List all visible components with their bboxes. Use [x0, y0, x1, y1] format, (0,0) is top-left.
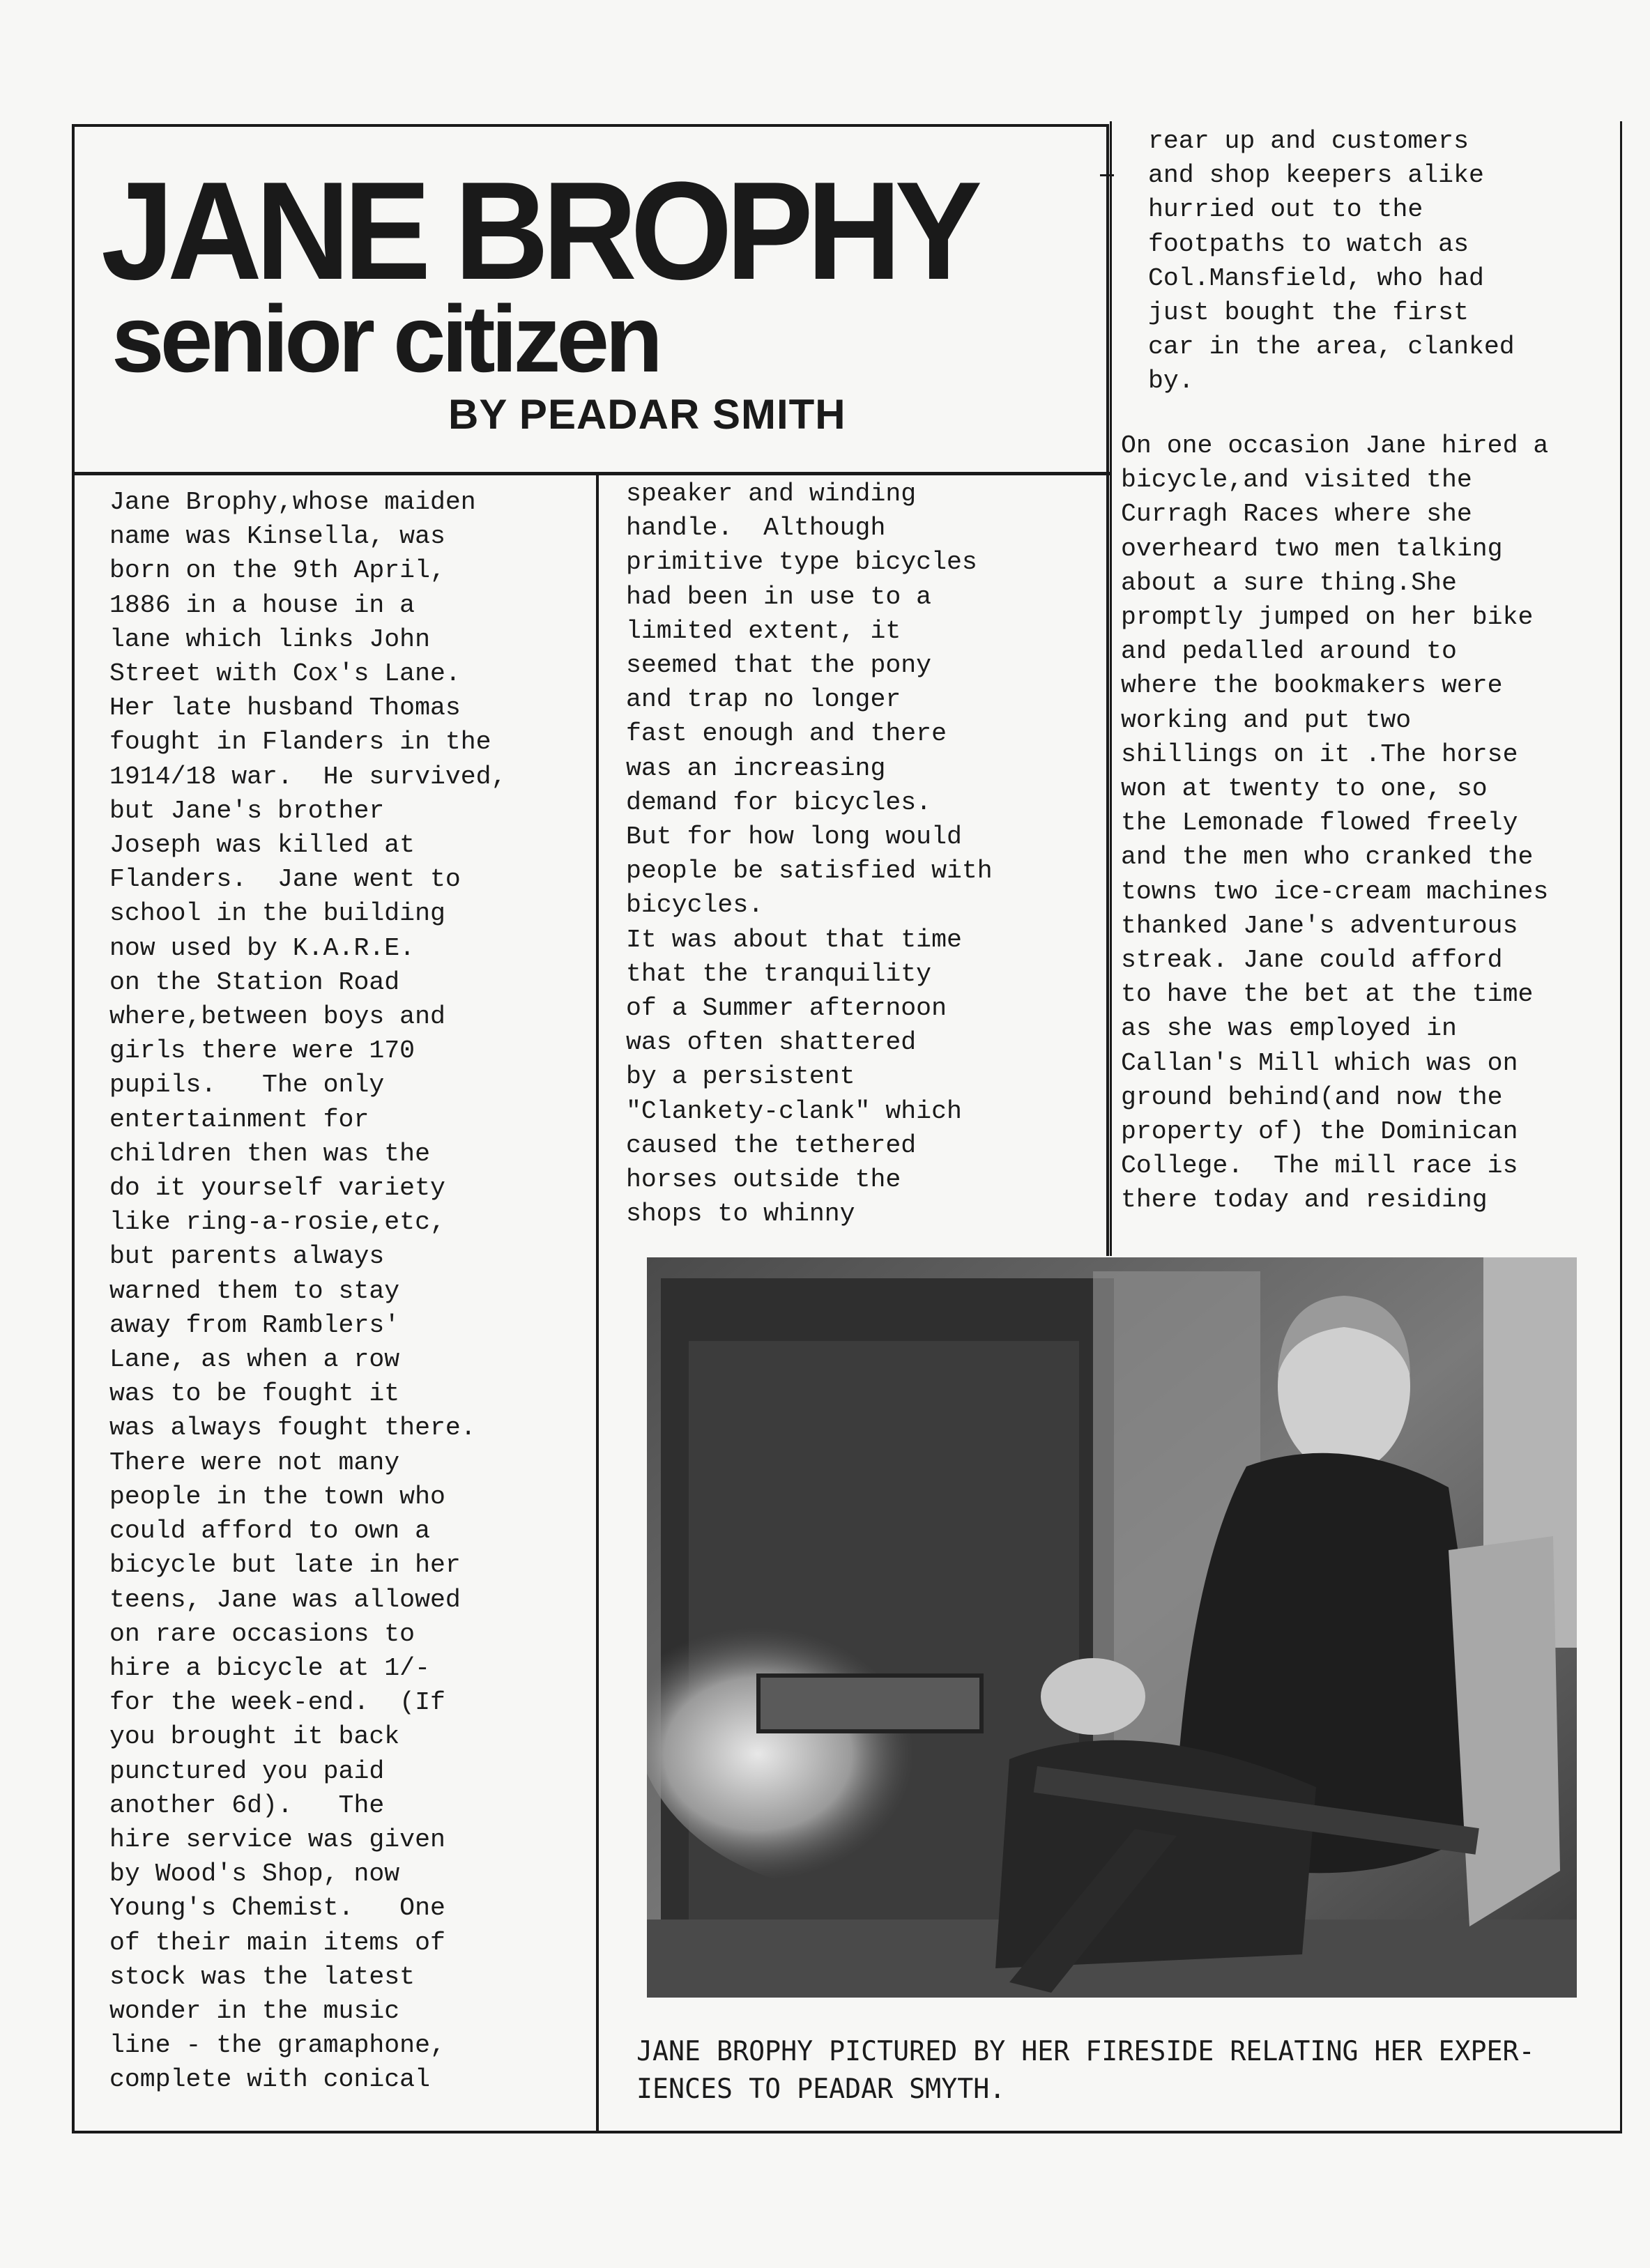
article-column-2: [626, 477, 993, 1231]
frame-bottom-rule: [72, 2131, 1622, 2133]
text-line: footpaths to watch as: [1148, 229, 1469, 259]
text-line: hurried out to the: [1148, 195, 1423, 224]
text-line: where the bookmakers were: [1121, 671, 1503, 700]
text-line: IENCES TO PEADAR SMYTH.: [636, 2074, 1006, 2105]
text-line: demand for bicycles.: [626, 788, 932, 817]
text-line: ground behind(and now the: [1121, 1082, 1503, 1112]
title-box-right-rule: [1106, 124, 1109, 1256]
text-line: handle. Although: [626, 514, 886, 543]
text-line: girls there were 170: [109, 1036, 415, 1066]
headline-title: JANE BROPHY: [101, 153, 976, 309]
text-line: But for how long would: [626, 822, 962, 852]
text-line: Street with Cox's Lane.: [109, 659, 461, 689]
text-line: limited extent, it: [626, 616, 901, 645]
text-line: of a Summer afternoon: [626, 994, 947, 1023]
text-line: now used by K.A.R.E.: [109, 933, 415, 963]
text-line: shillings on it .The horse: [1121, 740, 1518, 769]
text-line: do it yourself variety: [109, 1174, 445, 1203]
text-line: warned them to stay: [109, 1276, 400, 1305]
text-line: for the week-end. (If: [109, 1688, 445, 1717]
text-line: bicycle but late in her: [109, 1551, 461, 1580]
article-column-3-top: [1148, 124, 1515, 399]
text-line: JANE BROPHY PICTURED BY HER FIRESIDE RELATING HER EXPER-: [636, 2036, 1535, 2067]
article-column-1: [109, 485, 507, 2097]
text-line: promptly jumped on her bike: [1121, 603, 1534, 632]
byline: BY PEADAR SMITH: [448, 391, 846, 438]
text-line: by.: [1148, 367, 1194, 396]
text-line: wonder in the music: [109, 1996, 400, 2025]
text-line: Young's Chemist. One: [109, 1894, 445, 1923]
text-line: was to be fought it: [109, 1379, 400, 1409]
text-line: caused the tethered: [626, 1131, 917, 1160]
text-line: of their main items of: [109, 1928, 445, 1957]
text-line: It was about that time: [626, 925, 962, 954]
text-line: complete with conical: [109, 2065, 430, 2094]
woman-hands: [1041, 1658, 1145, 1735]
text-line: Lane, as when a row: [109, 1345, 400, 1374]
frame-left-rule: [72, 124, 75, 2133]
text-line: you brought it back: [109, 1722, 400, 1752]
text-line: Callan's Mill which was on: [1121, 1048, 1518, 1078]
text-line: on the Station Road: [109, 967, 400, 997]
text-line: another 6d). The: [109, 1791, 385, 1820]
text-line: Her late husband Thomas: [109, 694, 461, 723]
text-line: "Clankety-clank" which: [626, 1096, 962, 1126]
text-line: stock was the latest: [109, 1962, 415, 1991]
text-line: and the men who cranked the: [1121, 843, 1534, 872]
text-line: thanked Jane's adventurous: [1121, 911, 1518, 940]
text-line: people in the town who: [109, 1482, 445, 1511]
text-line: by a persistent: [626, 1062, 855, 1091]
text-line: had been in use to a: [626, 582, 932, 611]
text-line: working and put two: [1121, 705, 1412, 735]
text-line: fast enough and there: [626, 719, 947, 749]
text-line: There were not many: [109, 1448, 400, 1477]
text-line: streak. Jane could afford: [1121, 946, 1503, 975]
text-line: away from Ramblers': [109, 1310, 400, 1340]
text-line: teens, Jane was allowed: [109, 1585, 461, 1614]
text-line: bicycle,and visited the: [1121, 466, 1472, 495]
text-line: about a sure thing.She: [1121, 568, 1457, 597]
photo-jane-brophy-fireside: [647, 1257, 1577, 1998]
column3-right-rule: [1620, 121, 1622, 2133]
article-column-3-continued: [1121, 429, 1548, 1218]
text-line: where,between boys and: [109, 1002, 445, 1032]
title-box-tick: [1100, 174, 1114, 176]
text-line: seemed that the pony: [626, 651, 932, 680]
text-line: born on the 9th April,: [109, 556, 445, 585]
text-line: punctured you paid: [109, 1756, 385, 1786]
text-line: Joseph was killed at: [109, 831, 415, 860]
text-line: fought in Flanders in the: [109, 728, 491, 757]
text-line: on rare occasions to: [109, 1619, 415, 1648]
text-line: there today and residing: [1121, 1186, 1488, 1215]
text-line: overheard two men talking: [1121, 534, 1503, 563]
text-line: by Wood's Shop, now: [109, 1860, 400, 1889]
text-line: primitive type bicycles: [626, 548, 977, 577]
fire-grate: [758, 1676, 981, 1731]
text-line: property of) the Dominican: [1121, 1117, 1518, 1147]
text-line: was always fought there.: [109, 1413, 476, 1443]
text-line: lane which links John: [109, 625, 430, 654]
text-line: bicycles.: [626, 891, 764, 920]
title-box-bottom-rule: [72, 472, 1110, 475]
text-line: car in the area, clanked: [1148, 332, 1515, 362]
text-line: was often shattered: [626, 1028, 917, 1057]
text-line: rear up and customers: [1148, 127, 1469, 155]
headline-subtitle: senior citizen: [112, 286, 659, 392]
text-line: name was Kinsella, was: [109, 522, 445, 551]
text-line: Jane Brophy,whose maiden: [109, 488, 476, 516]
frame-top-rule: [72, 124, 1108, 127]
text-line: On one occasion Jane hired a: [1121, 431, 1549, 460]
text-line: could afford to own a: [109, 1517, 430, 1546]
text-line: and shop keepers alike: [1148, 161, 1484, 190]
text-line: hire service was given: [109, 1825, 445, 1854]
text-line: the Lemonade flowed freely: [1121, 809, 1518, 838]
text-line: speaker and winding: [626, 480, 917, 508]
text-line: school in the building: [109, 899, 445, 928]
text-line: pupils. The only: [109, 1071, 385, 1100]
text-line: line - the gramaphone,: [109, 2031, 445, 2060]
text-line: like ring-a-rosie,etc,: [109, 1208, 445, 1237]
photo-caption: [636, 2033, 1535, 2108]
text-line: children then was the: [109, 1139, 430, 1168]
text-line: Col.Mansfield, who had: [1148, 263, 1484, 293]
column-divider-2: [1110, 121, 1112, 1256]
text-line: won at twenty to one, so: [1121, 774, 1488, 804]
text-line: but Jane's brother: [109, 796, 385, 825]
text-line: people be satisfied with: [626, 857, 993, 886]
text-line: was an increasing: [626, 753, 886, 783]
column-divider-1: [596, 474, 599, 2133]
text-line: to have the bet at the time: [1121, 980, 1534, 1009]
text-line: and pedalled around to: [1121, 637, 1457, 666]
text-line: horses outside the: [626, 1165, 901, 1195]
text-line: and trap no longer: [626, 685, 901, 714]
text-line: shops to whinny: [626, 1200, 855, 1229]
text-line: that the tranquility: [626, 959, 932, 988]
text-line: as she was employed in: [1121, 1014, 1457, 1043]
text-line: 1914/18 war. He survived,: [109, 762, 507, 791]
text-line: College. The mill race is: [1121, 1151, 1518, 1181]
text-line: hire a bicycle at 1/-: [109, 1653, 430, 1683]
text-line: Curragh Races where she: [1121, 500, 1472, 529]
text-line: entertainment for: [109, 1105, 369, 1134]
text-line: but parents always: [109, 1242, 385, 1271]
text-line: just bought the first: [1148, 298, 1469, 328]
text-line: Flanders. Jane went to: [109, 865, 461, 894]
text-line: towns two ice-cream machines: [1121, 877, 1549, 906]
text-line: 1886 in a house in a: [109, 590, 415, 620]
